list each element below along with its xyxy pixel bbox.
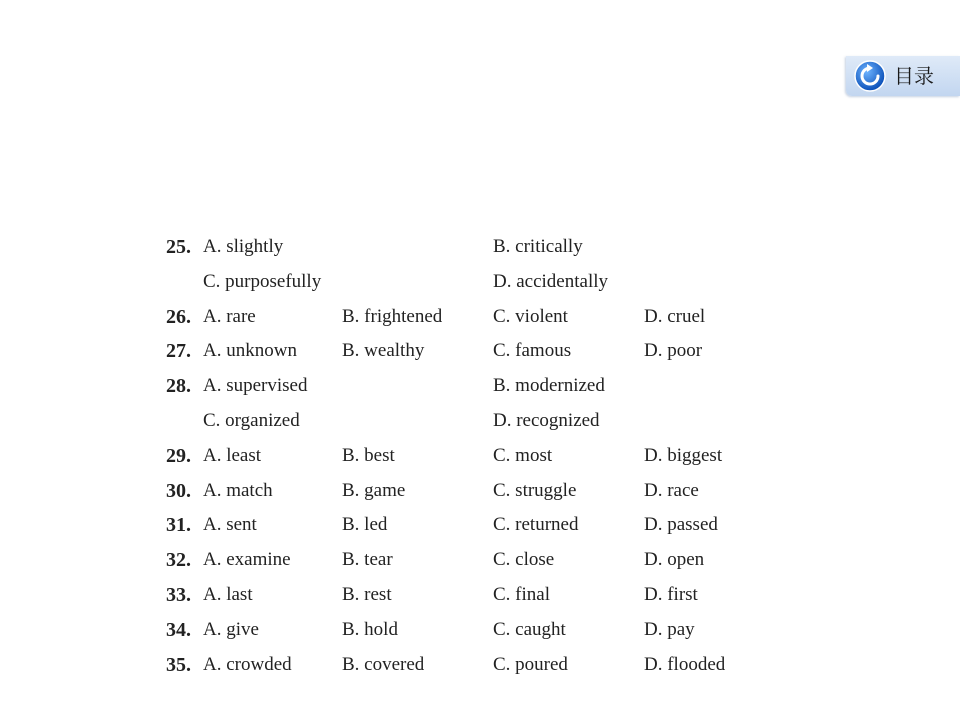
question-number: 31. xyxy=(166,514,191,537)
option-c[interactable]: C. final xyxy=(493,584,550,605)
option-d[interactable]: D. passed xyxy=(644,514,718,536)
question-number: 30. xyxy=(166,479,191,502)
question-number: 29. xyxy=(166,444,191,467)
option-c[interactable]: C. most xyxy=(493,444,553,466)
option-c[interactable]: C. organized xyxy=(203,410,300,431)
option-a[interactable]: A. least xyxy=(203,444,262,466)
option-b[interactable]: B. frightened xyxy=(342,305,443,327)
question-number: 27. xyxy=(166,340,191,363)
option-b[interactable]: B. hold xyxy=(342,618,398,640)
option-b[interactable]: B. rest xyxy=(342,584,392,605)
option-b[interactable]: B. modernized xyxy=(493,375,605,397)
question-row xyxy=(0,371,960,401)
option-c[interactable]: C. violent xyxy=(493,305,568,327)
question-row xyxy=(0,441,960,471)
option-d[interactable]: D. race xyxy=(644,479,699,501)
option-c[interactable]: C. struggle xyxy=(493,479,577,501)
option-a[interactable]: A. sent xyxy=(203,514,257,536)
option-c[interactable]: C. poured xyxy=(493,653,568,675)
option-a[interactable]: A. unknown xyxy=(203,340,297,362)
question-row xyxy=(0,650,960,680)
question-row xyxy=(0,476,960,506)
option-b[interactable]: B. game xyxy=(342,479,406,501)
option-d[interactable]: D. accidentally xyxy=(493,270,609,292)
option-a[interactable]: A. rare xyxy=(203,305,256,327)
option-c[interactable]: C. famous xyxy=(493,340,572,362)
question-number: 25. xyxy=(166,236,191,258)
question-number: 32. xyxy=(166,549,191,572)
toc-label: 目录 xyxy=(894,64,934,88)
option-a[interactable]: A. examine xyxy=(203,549,291,571)
question-number: 33. xyxy=(166,584,191,606)
option-a[interactable]: A. give xyxy=(203,618,259,640)
question-row xyxy=(0,615,960,645)
question-number: 28. xyxy=(166,375,191,398)
option-a[interactable]: A. crowded xyxy=(203,653,292,675)
option-a[interactable]: A. supervised xyxy=(203,375,308,397)
option-c[interactable]: C. purposefully xyxy=(203,270,322,292)
option-d[interactable]: D. flooded xyxy=(644,653,726,675)
option-a[interactable]: A. slightly xyxy=(203,236,284,257)
option-a[interactable]: A. last xyxy=(203,584,253,605)
option-d[interactable]: D. poor xyxy=(644,340,703,362)
option-b[interactable]: B. wealthy xyxy=(342,340,425,362)
question-row xyxy=(0,510,960,540)
question-number: 26. xyxy=(166,305,191,328)
question-row xyxy=(0,336,960,366)
question-row xyxy=(0,580,960,610)
question-row xyxy=(0,267,960,297)
option-a[interactable]: A. match xyxy=(203,479,273,501)
option-d[interactable]: D. biggest xyxy=(644,444,723,466)
question-row xyxy=(0,232,960,262)
option-b[interactable]: B. led xyxy=(342,514,388,536)
option-b[interactable]: B. best xyxy=(342,444,395,466)
option-d[interactable]: D. open xyxy=(644,549,705,571)
question-row xyxy=(0,545,960,575)
option-d[interactable]: D. pay xyxy=(644,618,695,640)
question-number: 35. xyxy=(166,653,191,676)
option-c[interactable]: C. close xyxy=(493,549,555,571)
option-b[interactable]: B. critically xyxy=(493,236,583,257)
option-b[interactable]: B. tear xyxy=(342,549,393,571)
option-d[interactable]: D. first xyxy=(644,584,698,605)
option-b[interactable]: B. covered xyxy=(342,653,425,675)
question-row xyxy=(0,406,960,436)
option-d[interactable]: D. recognized xyxy=(493,410,600,431)
option-d[interactable]: D. cruel xyxy=(644,305,706,327)
option-c[interactable]: C. returned xyxy=(493,514,579,536)
question-row xyxy=(0,302,960,332)
question-number: 34. xyxy=(166,618,191,641)
option-c[interactable]: C. caught xyxy=(493,618,566,640)
